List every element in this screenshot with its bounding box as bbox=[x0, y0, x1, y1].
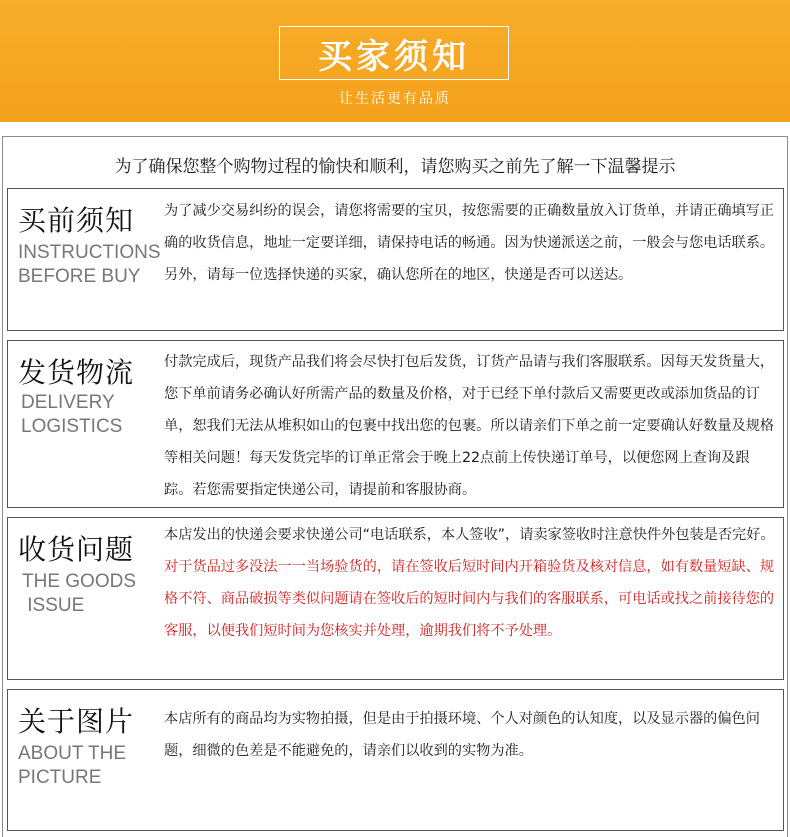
page-title: 买家须知 bbox=[318, 36, 470, 77]
section-english-line-2: BEFORE BUY bbox=[18, 266, 141, 287]
section-title: 关于图片 bbox=[18, 705, 135, 738]
section-body: 为了减少交易纠纷的误会，请您将需要的宝贝，按您需要的正确数量放入订货单，并请正确填写正确的收货信息，地址一定要详细，请保持电话的畅通。因为快递派送之前，一般会与您电话联系。另外，请每一位选择快递的买家，确认您所在的地区，快递是否可以送达。 bbox=[164, 203, 775, 283]
section-body: 本店所有的商品均为实物拍摄，但是由于拍摄环境、个人对颜色的认知度，以及显示器的偏色问题，细微的色差是不能避免的，请亲们以收到的实物为准。 bbox=[164, 711, 760, 759]
section-about-picture bbox=[7, 689, 784, 831]
section-body: 付款完成后，现货产品我们将会尽快打包后发货，订货产品请与我们客服联系。因每天发货量大，您下单前请务必确认好所需产品的数量及价格，对于已经下单付款后又需要更改或添加货品的订单，恕我们无法从堆积如山的包裹中找出您的包裹。所以请亲们下单之前一定要确认好数量及规格等相关问题！每天发货完毕的订单正常会于晚上22点前上传快递订单号，以便您网上查询及跟踪。若您需要指定快递公司，请提前和客服协商。 bbox=[164, 354, 775, 498]
section-body-normal: 本店发出的快递会要求快递公司“电话联系，本人签收”，请卖家签收时注意快件外包装是否完好。 bbox=[164, 527, 775, 543]
section-english-line-2: LOGISTICS bbox=[21, 416, 123, 437]
section-before-buy bbox=[7, 188, 784, 331]
section-english-line-1: THE GOODS bbox=[22, 571, 137, 592]
section-goods-issue bbox=[7, 517, 784, 680]
section-english-line-1: ABOUT THE bbox=[18, 743, 127, 764]
header-banner bbox=[0, 0, 790, 122]
section-english-line-1: INSTRUCTIONS bbox=[18, 242, 161, 263]
title-box bbox=[279, 26, 509, 80]
intro-text: 为了确保您整个购物过程的愉快和顺利，请您购买之前先了解一下温馨提示 bbox=[114, 157, 676, 177]
section-title: 发货物流 bbox=[18, 356, 135, 389]
section-english-line-2: PICTURE bbox=[18, 767, 102, 788]
section-title: 买前须知 bbox=[18, 204, 135, 237]
page-subtitle: 让生活更有品质 bbox=[339, 91, 451, 107]
section-body bbox=[164, 519, 776, 647]
section-english-line-2: ISSUE bbox=[22, 595, 85, 616]
section-body-warning: 对于货品过多没法一一当场验货的，请在签收后短时间内开箱验货及核对信息，如有数量短缺、规格不符、商品破损等类似问题请在签收后的短时间内与我们的客服联系，可电话或找之前接待您的客服，以便我们短时间为您核实并处理，逾期我们将不予处理。 bbox=[164, 559, 775, 639]
section-delivery bbox=[7, 340, 784, 508]
section-title: 收货问题 bbox=[18, 533, 135, 566]
section-english-line-1: DELIVERY bbox=[21, 392, 115, 413]
